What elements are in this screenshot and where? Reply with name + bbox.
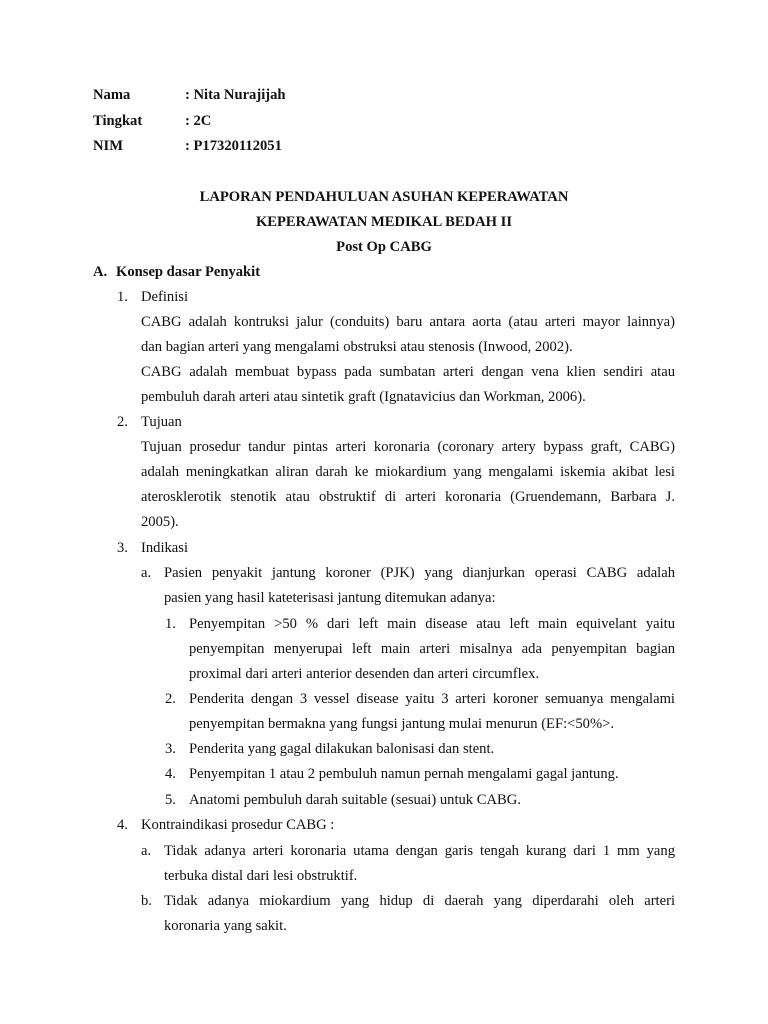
indikasi-marker: 3. bbox=[117, 540, 128, 556]
section-a-heading: Konsep dasar Penyakit bbox=[116, 264, 261, 280]
tujuan-line-2: adalah meningkatkan aliran darah ke miokardium yang mengalami iskemia akibat lesi bbox=[141, 464, 675, 480]
kontraindikasi-b-marker: b. bbox=[141, 893, 152, 909]
kontraindikasi-b-line-1: Tidak adanya miokardium yang hidup di daerah yang diperdarahi oleh arteri bbox=[164, 893, 675, 909]
definisi-p1-line-1: CABG adalah kontruksi jalur (conduits) baru antara aorta (atau arteri mayor lainnya) bbox=[141, 314, 675, 330]
indikasi-item-5-line-1: Anatomi pembuluh darah suitable (sesuai) untuk CABG. bbox=[189, 792, 521, 808]
nim-value: : P17320112051 bbox=[185, 138, 282, 154]
indikasi-item-2-line-2: penyempitan bermakna yang fungsi jantung mulai menurun (EF:<50%>. bbox=[189, 716, 614, 732]
kontraindikasi-marker: 4. bbox=[117, 817, 128, 833]
indikasi-item-4-marker: 4. bbox=[165, 766, 176, 782]
title-line-1: LAPORAN PENDAHULUAN ASUHAN KEPERAWATAN bbox=[199, 189, 569, 205]
section-a-marker: A. bbox=[93, 264, 108, 280]
tujuan-line-3: aterosklerotik stenotik atau obstruktif di arteri koronaria (Gruendemann, Barbara J. bbox=[141, 489, 675, 505]
nama-label: Nama bbox=[93, 87, 131, 103]
indikasi-item-1-line-2: penyempitan menyerupai left main arteri misalnya ada penyempitan bagian bbox=[189, 641, 675, 657]
kontraindikasi-b-line-2: koronaria yang sakit. bbox=[164, 918, 287, 934]
kontraindikasi-a-line-2: terbuka distal dari lesi obstruktif. bbox=[164, 868, 358, 884]
indikasi-item-1-marker: 1. bbox=[165, 616, 176, 632]
definisi-marker: 1. bbox=[117, 289, 128, 305]
indikasi-item-2-marker: 2. bbox=[165, 691, 176, 707]
definisi-heading: Definisi bbox=[141, 289, 189, 305]
tujuan-heading: Tujuan bbox=[141, 414, 182, 430]
indikasi-heading: Indikasi bbox=[141, 540, 189, 556]
kontraindikasi-a-marker: a. bbox=[141, 843, 152, 859]
tingkat-value: : 2C bbox=[185, 113, 212, 129]
tingkat-label: Tingkat bbox=[93, 113, 143, 129]
title-line-2: KEPERAWATAN MEDIKAL BEDAH II bbox=[255, 214, 513, 230]
indikasi-item-1-line-1: Penyempitan >50 % dari left main disease atau left main equivelant yaitu bbox=[189, 616, 675, 632]
indikasi-a-line-1: Pasien penyakit jantung koroner (PJK) yang dianjurkan operasi CABG adalah bbox=[164, 565, 675, 581]
nim-label: NIM bbox=[93, 138, 123, 154]
kontraindikasi-heading: Kontraindikasi prosedur CABG : bbox=[141, 817, 335, 833]
indikasi-item-1-line-3: proximal dari arteri anterior desenden dan arteri circumflex. bbox=[189, 666, 540, 682]
nama-value: : Nita Nurajijah bbox=[185, 87, 286, 103]
title-line-3: Post Op CABG bbox=[336, 239, 432, 255]
tujuan-line-1: Tujuan prosedur tandur pintas arteri koronaria (coronary artery bypass graft, CABG) bbox=[141, 439, 675, 455]
indikasi-item-2-line-1: Penderita dengan 3 vessel disease yaitu 3 arteri koroner semuanya mengalami bbox=[189, 691, 675, 707]
definisi-p2-line-2: pembuluh darah arteri atau sintetik graft (Ignatavicius dan Workman, 2006). bbox=[141, 389, 586, 405]
indikasi-item-3-marker: 3. bbox=[165, 741, 176, 757]
indikasi-a-marker: a. bbox=[141, 565, 152, 581]
definisi-p2-line-1: CABG adalah membuat bypass pada sumbatan arteri dengan vena klien sendiri atau bbox=[141, 364, 675, 380]
tujuan-marker: 2. bbox=[117, 414, 128, 430]
kontraindikasi-a-line-1: Tidak adanya arteri koronaria utama dengan garis tengah kurang dari 1 mm yang bbox=[164, 843, 675, 859]
definisi-p1-line-2: dan bagian arteri yang mengalami obstruksi atau stenosis (Inwood, 2002). bbox=[141, 339, 573, 355]
indikasi-item-4-line-1: Penyempitan 1 atau 2 pembuluh namun pernah mengalami gagal jantung. bbox=[189, 766, 619, 782]
tujuan-line-4: 2005). bbox=[141, 514, 179, 530]
indikasi-item-3-line-1: Penderita yang gagal dilakukan balonisasi dan stent. bbox=[189, 741, 495, 757]
indikasi-a-line-2: pasien yang hasil kateterisasi jantung ditemukan adanya: bbox=[164, 590, 496, 606]
indikasi-item-5-marker: 5. bbox=[165, 792, 176, 808]
